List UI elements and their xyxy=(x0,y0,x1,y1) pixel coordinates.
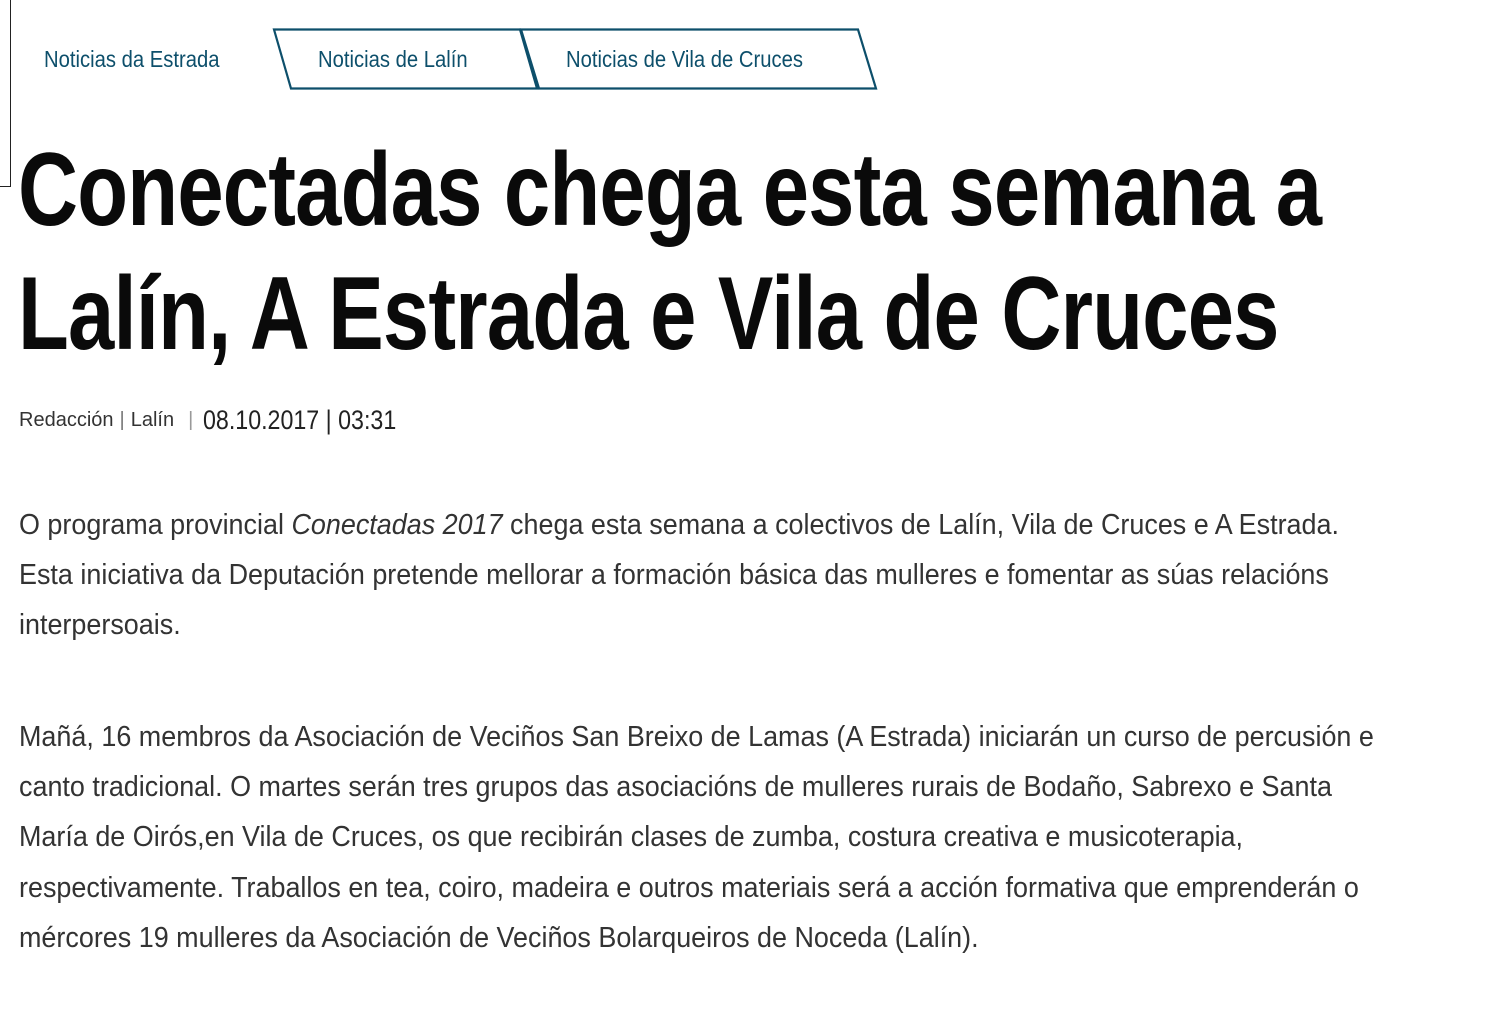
byline-separator: | xyxy=(188,408,194,431)
article-byline xyxy=(19,400,428,440)
paragraph-rest: chega esta semana a colectivos de Lalín, Vila de Cruces e A Estrada. Esta iniciativa da Deputación pretende mellorar a formación básica das mulleres e fomentar as súas relacións interpersoais. xyxy=(19,509,1339,642)
tab-noticias-de-lalin[interactable] xyxy=(272,28,542,90)
tab-noticias-da-estrada[interactable]: Noticias da Estrada xyxy=(44,46,220,72)
paragraph-lead: O programa provincial xyxy=(19,509,292,541)
headline-line-1: Conectadas chega esta semana a xyxy=(18,132,1322,248)
article-headline xyxy=(18,128,1322,376)
publish-datetime: 08.10.2017 | 03:31 xyxy=(203,404,397,435)
byline-separator: | xyxy=(119,408,125,431)
tab-label: Noticias de Lalín xyxy=(318,46,468,72)
tab-label: Noticias de Vila de Cruces xyxy=(566,46,804,72)
tab-noticias-de-vila-de-cruces[interactable] xyxy=(519,28,881,90)
article-location: Lalín xyxy=(130,408,175,431)
headline-line-2: Lalín, A Estrada e Vila de Cruces xyxy=(18,256,1279,372)
article-paragraph-2: Mañá, 16 membros da Asociación de Veciños San Breixo de Lamas (A Estrada) iniciarán un curso de percusión e canto tradicional. O martes serán tres grupos das asociacións de mulleres rurais de Bodaño, Sabrexo e Santa María de Oirós,en Vila de Cruces, os que recibirán clases de zumba, costura creativa e musicoterapia, respectivamente. Traballos en tea, coiro, madeira e outros materiais será a acción formativa que emprenderán o mércores 19 mulleres da Asociación de Veciños Bolarqueiros de Noceda (Lalín). xyxy=(19,721,1374,954)
program-name: Conectadas 2017 xyxy=(291,509,503,541)
article-paragraph-1 xyxy=(19,500,1389,651)
author-name: Redacción xyxy=(19,408,114,431)
section-tabs xyxy=(0,28,900,90)
